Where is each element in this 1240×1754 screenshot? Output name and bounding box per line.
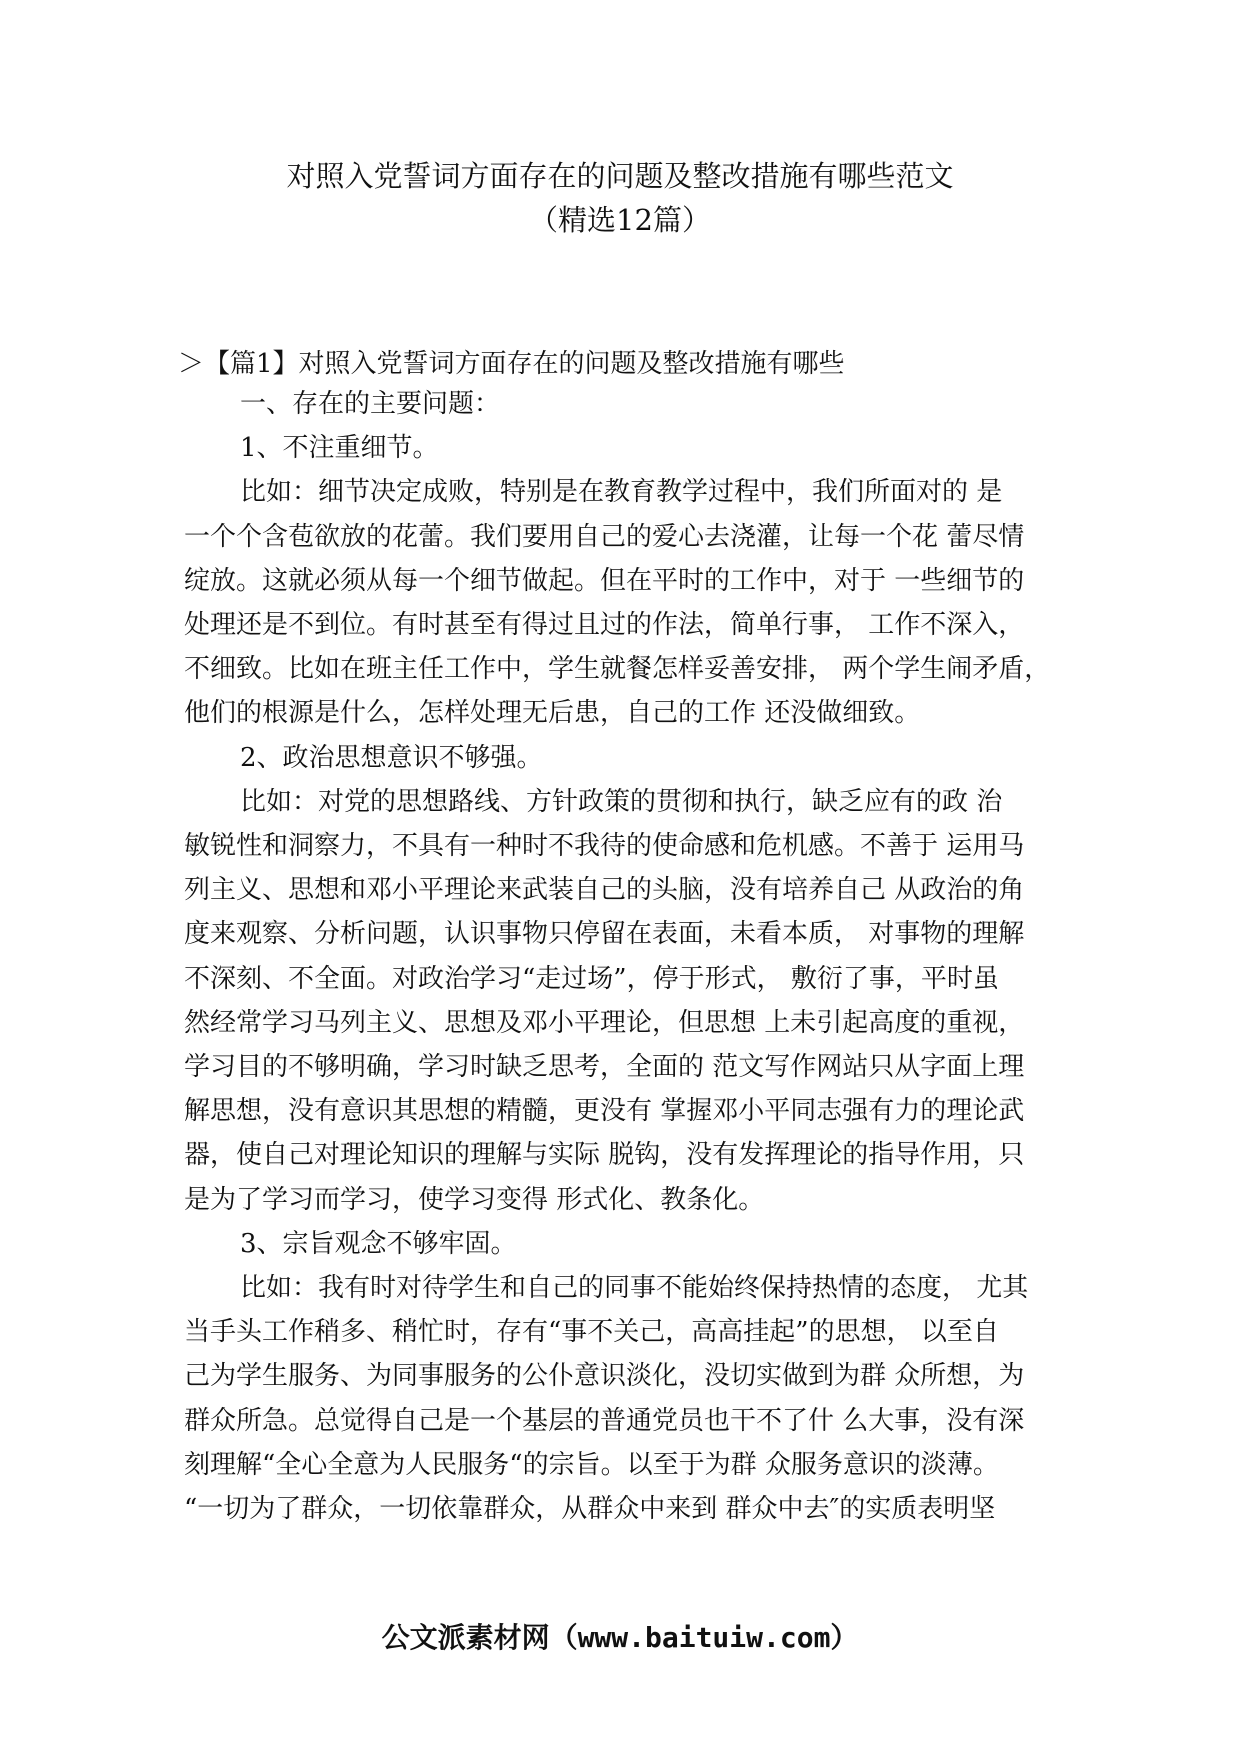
subheading: 一、存在的主要问题： (240, 389, 501, 419)
paragraph-line: 比如：细节决定成败，特别是在教育教学过程中，我们所面对的 是 (240, 477, 1003, 508)
problem-heading: 1、不注重细节。 (240, 433, 439, 464)
paragraph-line: 不细致。比如在班主任工作中，学生就餐怎样妥善安排， 两个学生闹矛盾， (184, 654, 1051, 685)
paragraph-line: 比如：我有时对待学生和自己的同事不能始终保持热情的态度， 尤其 (240, 1273, 1029, 1304)
footer-watermark: 公文派素材网（www.baituiw.com） (381, 1621, 859, 1654)
paragraph-line: 他们的根源是什么，怎样处理无后患，自己的工作 还没做细致。 (184, 698, 921, 729)
paragraph-line: 己为学生服务、为同事服务的公仆意识淡化，没切实做到为群 众所想，为 (184, 1361, 1025, 1392)
paragraph-line: 然经常学习马列主义、思想及邓小平理论，但思想 上未引起高度的重视， (184, 1007, 1025, 1038)
paragraph-line: 学习目的不够明确，学习时缺乏思考，全面的 范文写作网站只从字面上理 (184, 1052, 1025, 1083)
paragraph-line: 是为了学习而学习，使学习变得 形式化、教条化。 (184, 1184, 765, 1215)
paragraph-line: 度来观察、分析问题，认识事物只停留在表面，未看本质， 对事物的理解 (184, 919, 1025, 950)
paragraph-line: 刻理解“全心全意为人民服务“的宗旨。以至于为群 众服务意识的淡薄。 (184, 1449, 999, 1480)
paragraph-line: 列主义、思想和邓小平理论来武装自己的头脑，没有培养自己 从政治的角 (184, 875, 1025, 906)
paragraph-line: 当手头工作稍多、稍忙时，存有“事不关己，高高挂起”的思想， 以至自 (184, 1317, 999, 1348)
paragraph-line: 解思想，没有意识其思想的精髓，更没有 掌握邓小平同志强有力的理论武 (184, 1096, 1025, 1127)
paragraph-line: 群众所急。总觉得自己是一个基层的普通党员也干不了什 么大事，没有深 (184, 1405, 1025, 1436)
paragraph-line: 一个个含苞欲放的花蕾。我们要用自己的爱心去浇灌，让每一个花 蕾尽情 (184, 521, 1025, 552)
section-heading: ＞【篇1】对照入党誓词方面存在的问题及整改措施有哪些 (178, 349, 845, 379)
paragraph-line: 器，使自己对理论知识的理解与实际 脱钩，没有发挥理论的指导作用，只 (184, 1140, 1025, 1171)
paragraph-line: 不深刻、不全面。对政治学习“走过场”，停于形式， 敷衍了事，平时虽 (184, 963, 999, 994)
document-body (184, 382, 1064, 1531)
problem-heading: 2、政治思想意识不够强。 (240, 742, 543, 773)
paragraph-line: 绽放。这就必须从每一个细节做起。但在平时的工作中，对于 一些细节的 (184, 565, 1025, 596)
paragraph-line: “一切为了群众，一切依靠群众，从群众中来到 群众中去″的实质表明坚 (184, 1494, 996, 1525)
paragraph-line: 比如：对党的思想路线、方针政策的贯彻和执行，缺乏应有的政 治 (240, 786, 1003, 817)
document-subtitle: （精选12篇） (529, 203, 711, 237)
problem-heading: 3、宗旨观念不够牢固。 (240, 1228, 517, 1259)
paragraph-line: 敏锐性和洞察力，不具有一种时不我待的使命感和危机感。不善于 运用马 (184, 831, 1025, 862)
document-title: 对照入党誓词方面存在的问题及整改措施有哪些范文 (286, 159, 954, 193)
paragraph-line: 处理还是不到位。有时甚至有得过且过的作法，简单行事， 工作不深入， (184, 610, 1025, 641)
